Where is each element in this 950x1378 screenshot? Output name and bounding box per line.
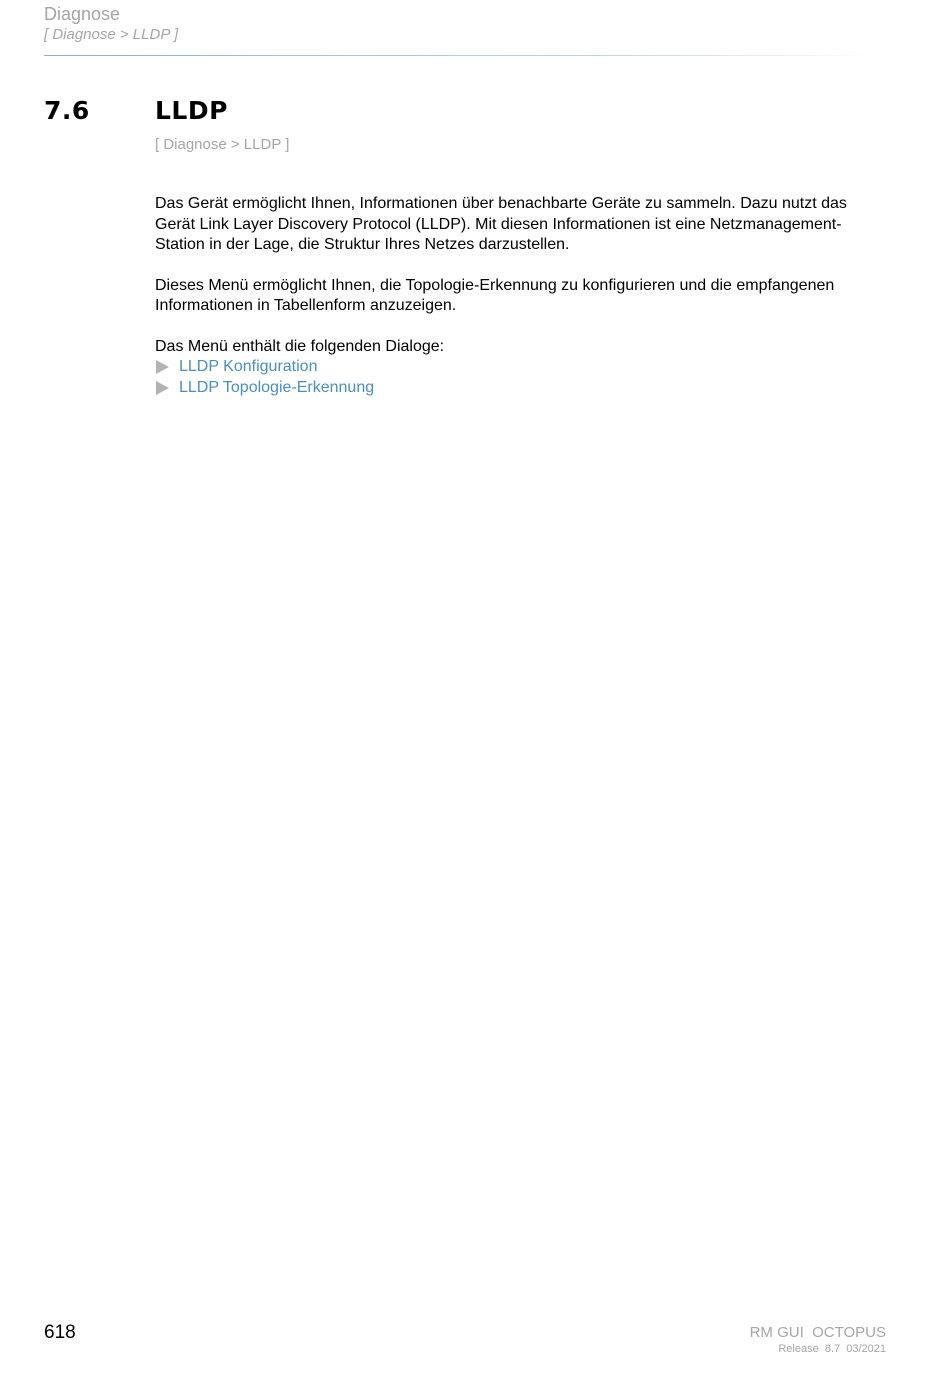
footer-release: Release 8.7 03/2021 — [778, 1343, 886, 1355]
triangle-bullet-icon — [156, 360, 169, 374]
section-body — [155, 194, 890, 398]
running-breadcrumb: [ Diagnose > LLDP ] — [44, 26, 179, 43]
section-breadcrumb: [ Diagnose > LLDP ] — [155, 136, 290, 153]
footer-doc-title: RM GUI OCTOPUS — [749, 1324, 886, 1341]
section-title: LLDP — [155, 96, 228, 125]
paragraph-intro: Das Gerät ermöglicht Ihnen, Informationen über benachbarte Geräte zu sammeln. Dazu nutzt das Gerät Link Layer Discovery Protocol (LLDP). Mit diesen Informationen ist eine Netzmanagement-Station in der Lage, die Struktur Ihres Netzes darzustellen. — [155, 195, 847, 253]
triangle-bullet-icon — [156, 381, 169, 395]
list-item — [155, 378, 890, 399]
paragraph-menu: Dieses Menü ermöglicht Ihnen, die Topologie-Erkennung zu konfigurieren und die empfangenen Informationen in Tabellenform anzuzeigen. — [155, 276, 835, 314]
dialog-link-list — [155, 357, 890, 398]
section-number: 7.6 — [44, 96, 90, 125]
running-chapter-title: Diagnose — [44, 4, 121, 24]
running-header — [44, 3, 178, 45]
page-number: 618 — [44, 1322, 76, 1343]
link-lldp-topologie-erkennung[interactable]: LLDP Topologie-Erkennung — [179, 378, 375, 396]
list-item — [155, 357, 890, 378]
link-lldp-konfiguration[interactable]: LLDP Konfiguration — [179, 358, 318, 376]
dialog-list-intro: Das Menü enthält die folgenden Dialoge: — [155, 337, 445, 355]
footer-doc-info — [750, 1324, 886, 1357]
header-divider — [44, 55, 874, 56]
